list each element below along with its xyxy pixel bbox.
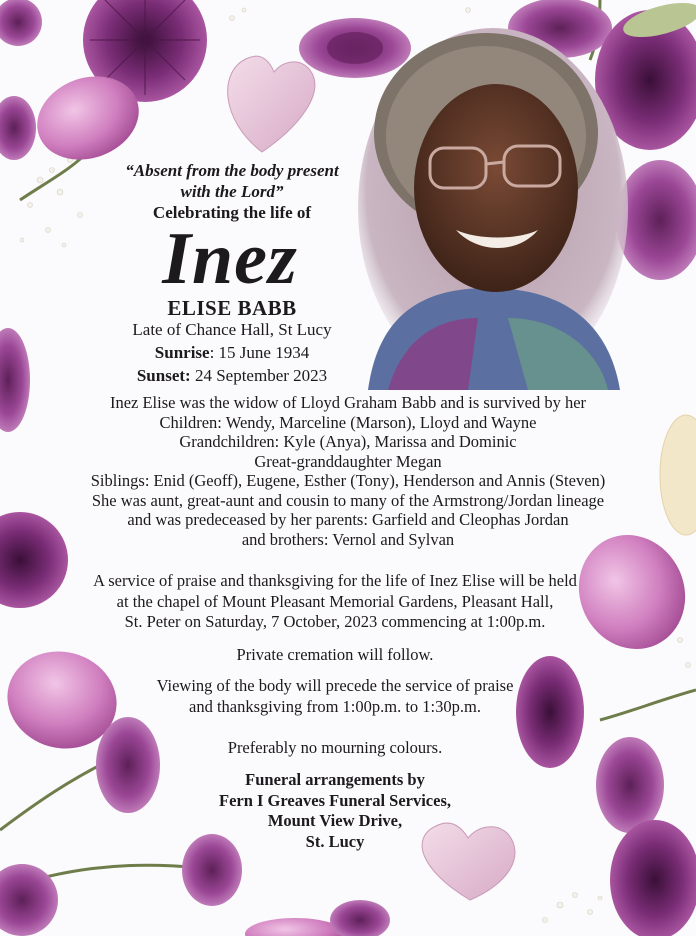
late-of-line: Late of Chance Hall, St Lucy (132, 320, 332, 339)
sunrise-label: Sunrise (154, 343, 210, 362)
sunset-line (92, 366, 372, 386)
viewing-line: Viewing of the body will precede the service of praise (156, 676, 514, 695)
family-line: Grandchildren: Kyle (Anya), Marissa and Dominic (179, 432, 517, 451)
private-cremation-note: Private cremation will follow. (236, 645, 434, 664)
scripture-quote (92, 160, 372, 202)
mourning-colours-note: Preferably no mourning colours. (227, 738, 443, 757)
family-line: She was aunt, great-aunt and cousin to many of the Armstrong/Jordan lineage (91, 490, 605, 510)
last-name: ELISE BABB (167, 296, 297, 320)
funeral-line: Mount View Drive, (267, 811, 403, 830)
family-line: Siblings: Enid (Geoff), Eugene, Esther (Tony), Henderson and Annis (Steven) (90, 471, 606, 490)
service-line: St. Peter on Saturday, 7 October, 2023 commencing at 1:00p.m. (124, 612, 546, 631)
sunrise-date: : 15 June 1934 (209, 343, 310, 362)
service-line: at the chapel of Mount Pleasant Memorial Gardens, Pleasant Hall, (116, 591, 554, 611)
sunrise-line (92, 343, 372, 363)
portrait-photo (358, 18, 628, 390)
service-paragraph (40, 571, 630, 633)
family-line: Children: Wendy, Marceline (Marson), Lloyd and Wayne (159, 412, 537, 432)
quote-line-2: with the Lord” (180, 182, 284, 201)
family-paragraph (40, 393, 656, 549)
viewing-line: and thanksgiving from 1:00p.m. to 1:30p.m. (189, 696, 481, 716)
sunset-date: 24 September 2023 (190, 366, 328, 385)
celebrating-heading: Celebrating the life of (152, 203, 312, 222)
funeral-line: St. Lucy (305, 831, 365, 851)
first-name: Inez (162, 218, 298, 300)
funeral-line: Fern I Greaves Funeral Services, (218, 790, 451, 810)
family-line: and was predeceased by her parents: Garfield and Cleophas Jordan (127, 510, 569, 529)
family-line: and brothers: Vernol and Sylvan (241, 529, 455, 549)
quote-line-1: “Absent from the body present (125, 161, 339, 180)
family-line: Great-granddaughter Megan (254, 451, 442, 471)
family-line: Inez Elise was the widow of Lloyd Graham Babb and is survived by her (109, 393, 587, 412)
service-line: A service of praise and thanksgiving for the life of Inez Elise will be held (93, 571, 577, 590)
funeral-arrangements (120, 770, 550, 852)
viewing-paragraph (40, 676, 630, 717)
funeral-line: Funeral arrangements by (245, 770, 425, 789)
sunset-label: Sunset: (136, 366, 191, 385)
